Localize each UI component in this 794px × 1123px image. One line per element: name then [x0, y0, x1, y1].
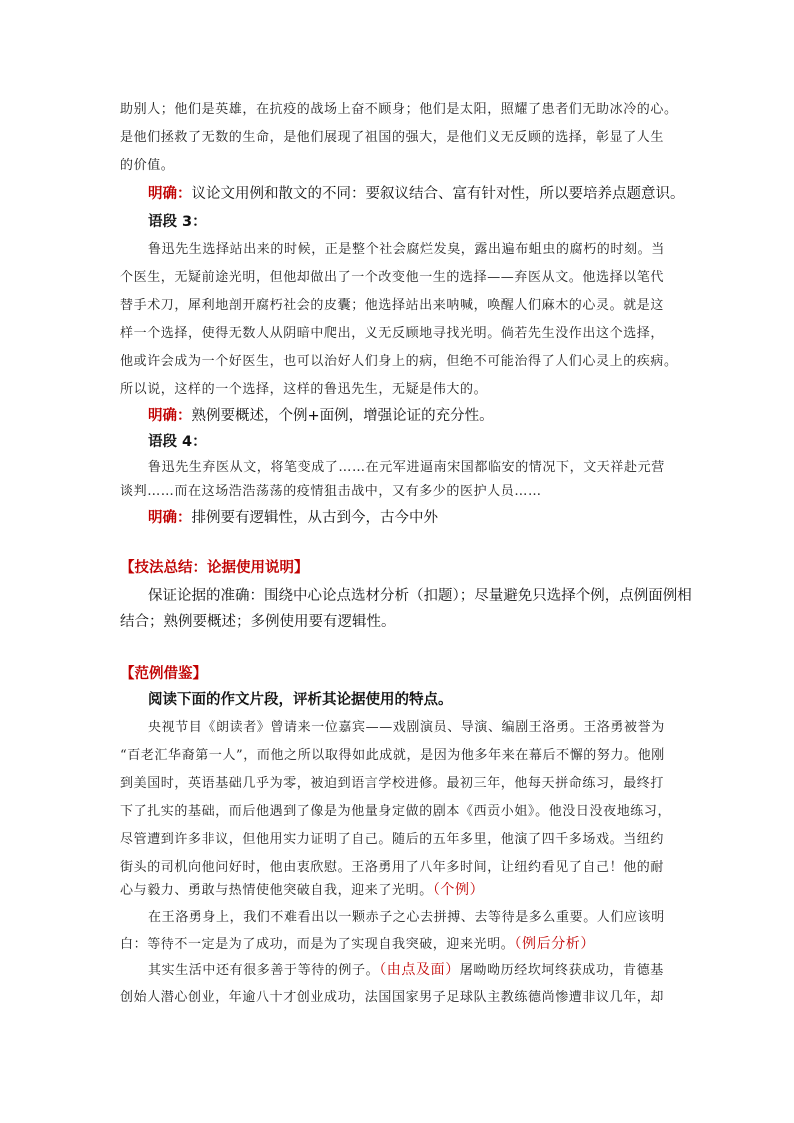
segment-3-line: 他或许会成为一个好医生，也可以治好人们身上的病，但绝不可能治得了人们心灵上的疾病。: [120, 354, 678, 369]
segment-3-line: 个医生，无疑前途光明，但他却做出了一个改变他一生的选择——弃医从文。他选择以笔代: [120, 270, 665, 285]
annotation-point-to-surface: （由点及面）: [379, 962, 460, 978]
segment-3-line: 替手术刀，犀利地剖开腐朽社会的皮囊；他选择站出来呐喊，唤醒人们麻木的心灵。就是这: [120, 298, 665, 313]
example-text: 心与毅力、勇敢与热情使他突破自我，迎来了光明。: [120, 883, 433, 898]
example-line-with-tag: [120, 880, 484, 901]
skill-summary-line: 结合；熟例要概述；多例使用要有逻辑性。: [120, 614, 396, 630]
para1-line1: 助别人；他们是英雄，在抗疫的战场上奋不顾身；他们是太阳，照耀了患者们无助冰冷的心。: [120, 102, 678, 117]
example-line-with-tag: [120, 934, 595, 955]
segment-3-line: 样一个选择，使得无数人从阴暗中爬出，义无反顾地寻找光明。倘若先生没作出这个选择，: [120, 326, 665, 341]
clarify-1: [148, 184, 685, 204]
clarify-text: 议论文用例和散文的不同：要叙议结合、富有针对性，所以要培养点题意识。: [191, 186, 685, 202]
example-line: 到美国时，英语基础几乎为零，被迫到语言学校进修。最初三年，他每天拼命练习，最终打: [120, 776, 665, 791]
example-line: 街头的司机向他问好时，他由衷欣慰。王洛勇用了八年多时间，让纽约看见了自己！他的耐: [120, 860, 665, 875]
example-line: 尽管遭到许多非议，但他用实力证明了自己。随后的五年多里，他演了四千多场戏。当纽约: [120, 832, 665, 847]
segment-4-line: 谈判……而在这场浩浩荡荡的疫情狙击战中，又有多少的医护人员……: [120, 484, 542, 499]
segment-3-title: 语段 3：: [148, 214, 207, 230]
example-line: 在王洛勇身上，我们不难看出以一颗赤子之心去拼搏、去等待是多么重要。人们应该明: [148, 910, 665, 925]
skill-summary-line: 保证论据的准确：围绕中心论点选材分析（扣题）；尽量避免只选择个例，点例面例相: [148, 588, 692, 604]
clarify-label: 明确：: [148, 510, 192, 526]
example-line: 创始人潜心创业，年逾八十才创业成功，法国国家男子足球队主教练德尚惨遭非议几年，却: [120, 990, 665, 1005]
example-line-with-tag: [148, 960, 664, 981]
para1-line2: 是他们拯救了无数的生命，是他们展现了祖国的强大，是他们义无反顾的选择，彰显了人生: [120, 130, 665, 145]
annotation-single-example: （个例）: [432, 882, 485, 898]
example-line: “百老汇华裔第一人”，而他之所以取得如此成就，是因为他多年来在幕后不懈的努力。他刚: [120, 748, 665, 763]
example-text: 白：等待不一定是为了成功，而是为了实现自我突破，迎来光明。: [120, 937, 515, 952]
clarify-text: 熟例要概述，个例+面例，增强论证的充分性。: [191, 408, 494, 424]
clarify-3: [148, 508, 438, 528]
para1-line3: 的价值。: [120, 158, 175, 173]
segment-4-line: 鲁迅先生弃医从文，将笔变成了……在元军进逼南宋国都临安的情况下，文天祥赴元营: [148, 460, 665, 475]
example-text: 屠呦呦历经坎坷终获成功，肯德基: [459, 963, 664, 978]
example-line: 央视节目《朗读者》曾请来一位嘉宾——戏剧演员、导演、编剧王洛勇。王洛勇被誉为: [148, 720, 665, 735]
segment-3-line: 所以说，这样的一个选择，这样的鲁迅先生，无疑是伟大的。: [120, 382, 488, 397]
annotation-post-analysis: （例后分析）: [514, 936, 596, 952]
clarify-label: 明确：: [148, 408, 192, 424]
example-heading: 【范例借鉴】: [120, 666, 207, 682]
clarify-2: [148, 406, 494, 426]
clarify-label: 明确：: [148, 186, 192, 202]
example-prompt: 阅读下面的作文片段，评析其论据使用的特点。: [148, 692, 453, 708]
example-line: 下了扎实的基础，而后他遇到了像是为他量身定做的剧本《西贡小姐》。他没日没夜地练习，: [120, 804, 672, 819]
segment-4-title: 语段 4：: [148, 434, 207, 450]
skill-summary-heading: 【技法总结：论据使用说明】: [120, 560, 309, 576]
clarify-text: 排例要有逻辑性，从古到今，古今中外: [191, 510, 438, 526]
example-text: 其实生活中还有很多善于等待的例子。: [148, 963, 380, 978]
segment-3-line: 鲁迅先生选择站出来的时候，正是整个社会腐烂发臭，露出遍布蛆虫的腐朽的时刻。当: [148, 242, 665, 257]
